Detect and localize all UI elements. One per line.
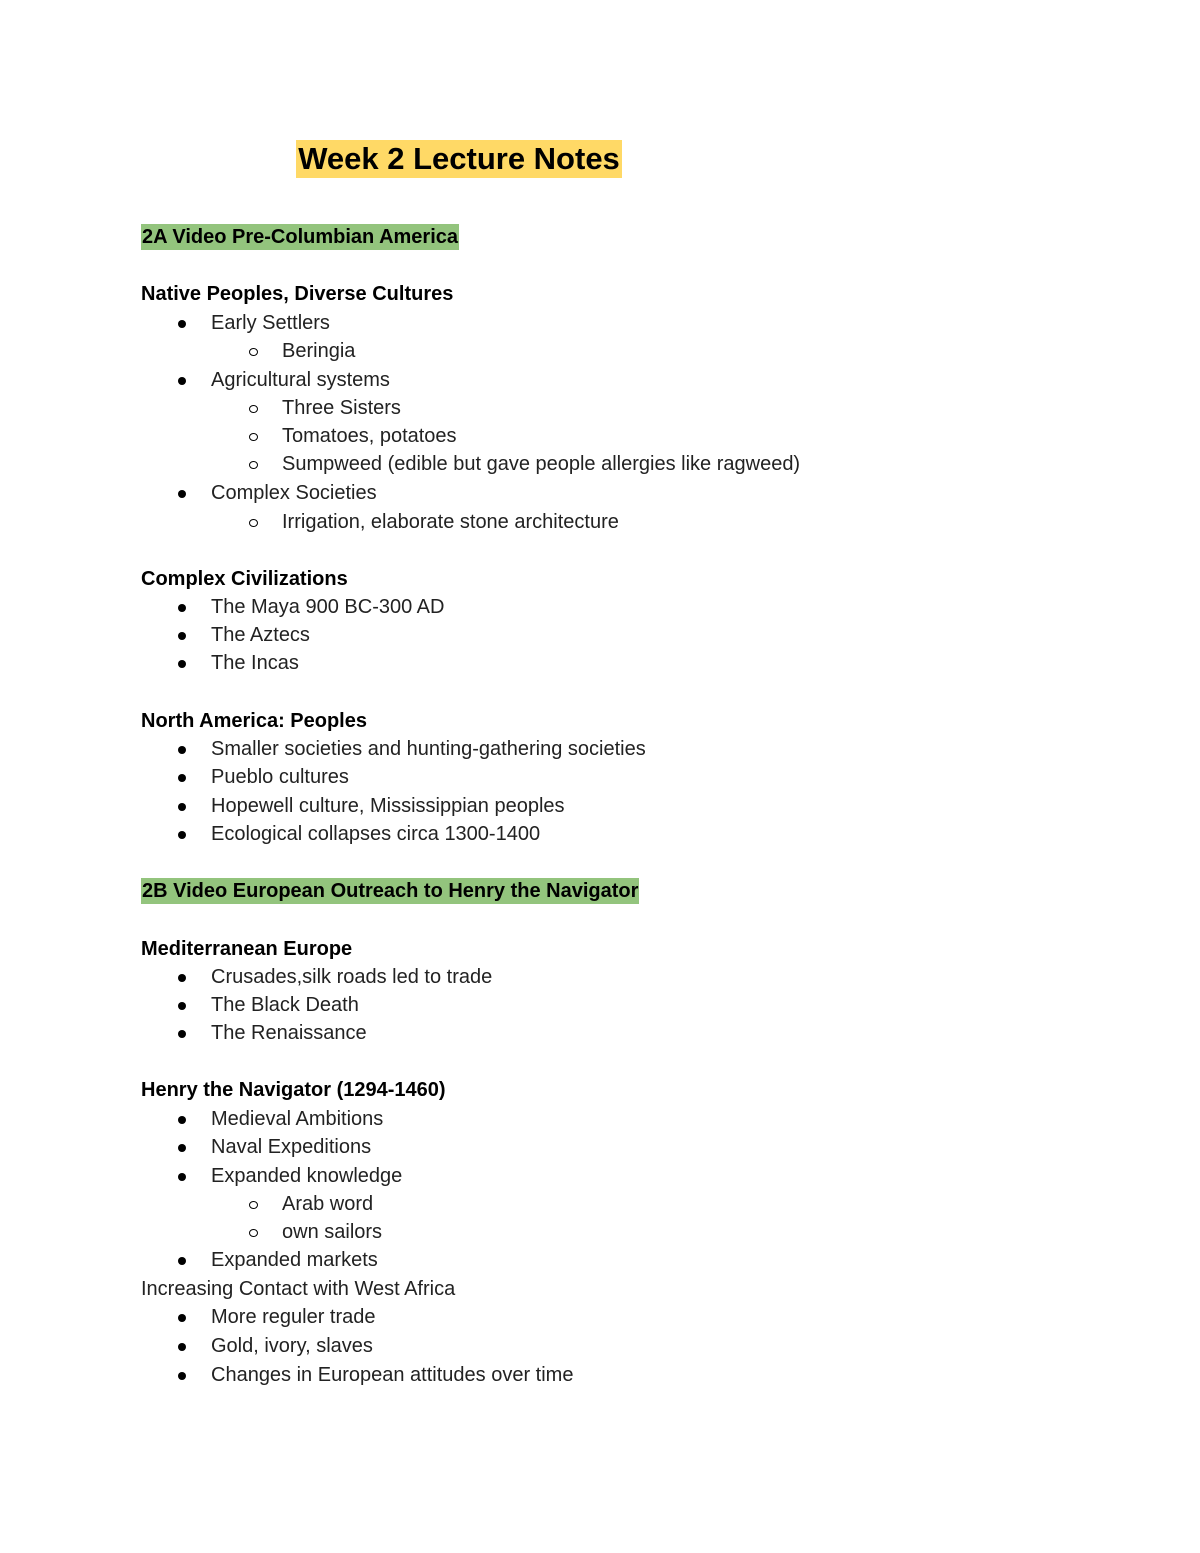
heading-west-africa: Increasing Contact with West Africa xyxy=(141,1278,456,1300)
list-item xyxy=(211,1163,402,1189)
list-item-text: Early Settlers xyxy=(211,312,330,334)
list-item-text: More reguler trade xyxy=(211,1306,376,1328)
list-item-text: The Black Death xyxy=(211,994,359,1016)
bullet-circle-icon xyxy=(249,348,258,356)
bullet-circle-icon xyxy=(249,1229,258,1237)
list-item xyxy=(282,1191,373,1217)
list-item xyxy=(211,367,390,393)
bullet-disc-icon xyxy=(178,1030,186,1038)
list-item xyxy=(211,821,540,847)
bullet-disc-icon xyxy=(178,1343,186,1351)
list-item xyxy=(211,1247,378,1273)
bullet-disc-icon xyxy=(178,1257,186,1265)
heading-complex-civilizations: Complex Civilizations xyxy=(141,568,348,590)
bullet-disc-icon xyxy=(178,604,186,612)
list-item xyxy=(211,1020,367,1046)
bullet-disc-icon xyxy=(178,1372,186,1380)
list-item xyxy=(211,764,349,790)
list-item xyxy=(282,338,355,364)
list-item xyxy=(211,1304,376,1330)
list-item xyxy=(282,423,457,449)
bullet-disc-icon xyxy=(178,831,186,839)
document-title: Week 2 Lecture Notes xyxy=(298,141,620,176)
list-item-text: Crusades,silk roads led to trade xyxy=(211,966,493,988)
heading-north-america: North America: Peoples xyxy=(141,710,367,732)
list-item-text: own sailors xyxy=(282,1221,383,1243)
bullet-disc-icon xyxy=(178,746,186,754)
bullet-disc-icon xyxy=(178,377,186,385)
list-item xyxy=(282,1219,382,1245)
list-item-text: Expanded knowledge xyxy=(211,1165,403,1187)
list-item xyxy=(211,736,646,762)
bullet-circle-icon xyxy=(249,519,258,527)
section-2a-title: 2A Video Pre-Columbian America xyxy=(142,226,459,248)
list-item-text: Medieval Ambitions xyxy=(211,1108,384,1130)
list-item xyxy=(282,509,619,535)
bullet-circle-icon xyxy=(249,461,258,469)
bullet-disc-icon xyxy=(178,660,186,668)
list-item xyxy=(211,1333,373,1359)
list-item xyxy=(211,1106,383,1132)
list-item-text: The Maya 900 BC-300 AD xyxy=(211,596,445,618)
list-item-text: Complex Societies xyxy=(211,482,377,504)
title-wrap xyxy=(0,140,1059,178)
list-item xyxy=(211,650,299,676)
list-item xyxy=(211,964,492,990)
list-item xyxy=(282,451,800,477)
list-item-text: The Incas xyxy=(211,652,299,674)
list-item xyxy=(211,1134,371,1160)
bullet-disc-icon xyxy=(178,490,186,498)
bullet-disc-icon xyxy=(178,632,186,640)
list-item xyxy=(211,310,330,336)
list-item-text: Hopewell culture, Mississippian peoples xyxy=(211,795,565,817)
bullet-disc-icon xyxy=(178,1116,186,1124)
bullet-disc-icon xyxy=(178,1173,186,1181)
bullet-circle-icon xyxy=(249,405,258,413)
list-item-text: Ecological collapses circa 1300-1400 xyxy=(211,823,541,845)
heading-native-peoples: Native Peoples, Diverse Cultures xyxy=(141,283,454,305)
list-item-text: Changes in European attitudes over time xyxy=(211,1364,574,1386)
section-2b-title: 2B Video European Outreach to Henry the Navigator xyxy=(142,880,639,902)
list-item-text: Beringia xyxy=(282,340,356,362)
list-item-text: The Renaissance xyxy=(211,1022,367,1044)
list-item xyxy=(211,594,444,620)
list-item-text: Sumpweed (edible but gave people allergies like ragweed) xyxy=(282,453,801,475)
bullet-disc-icon xyxy=(178,803,186,811)
list-item-text: Pueblo cultures xyxy=(211,766,349,788)
bullet-circle-icon xyxy=(249,1201,258,1209)
heading-henry-the-navigator: Henry the Navigator (1294-1460) xyxy=(141,1079,446,1101)
list-item xyxy=(211,480,377,506)
list-item-text: Agricultural systems xyxy=(211,369,390,391)
list-item-text: The Aztecs xyxy=(211,624,310,646)
bullet-disc-icon xyxy=(178,1314,186,1322)
bullet-circle-icon xyxy=(249,433,258,441)
list-item-text: Smaller societies and hunting-gathering societies xyxy=(211,738,646,760)
list-item xyxy=(211,1362,573,1388)
list-item-text: Irrigation, elaborate stone architecture xyxy=(282,511,619,533)
list-item xyxy=(282,395,401,421)
heading-mediterranean-europe: Mediterranean Europe xyxy=(141,938,353,960)
list-item xyxy=(211,793,565,819)
list-item-text: Expanded markets xyxy=(211,1249,378,1271)
bullet-disc-icon xyxy=(178,774,186,782)
bullet-disc-icon xyxy=(178,1144,186,1152)
bullet-disc-icon xyxy=(178,1002,186,1010)
list-item-text: Gold, ivory, slaves xyxy=(211,1335,373,1357)
list-item-text: Three Sisters xyxy=(282,397,401,419)
list-item-text: Arab word xyxy=(282,1193,374,1215)
list-item-text: Naval Expeditions xyxy=(211,1136,372,1158)
list-item xyxy=(211,622,310,648)
list-item-text: Tomatoes, potatoes xyxy=(282,425,457,447)
list-item xyxy=(211,992,359,1018)
bullet-disc-icon xyxy=(178,320,186,328)
bullet-disc-icon xyxy=(178,974,186,982)
